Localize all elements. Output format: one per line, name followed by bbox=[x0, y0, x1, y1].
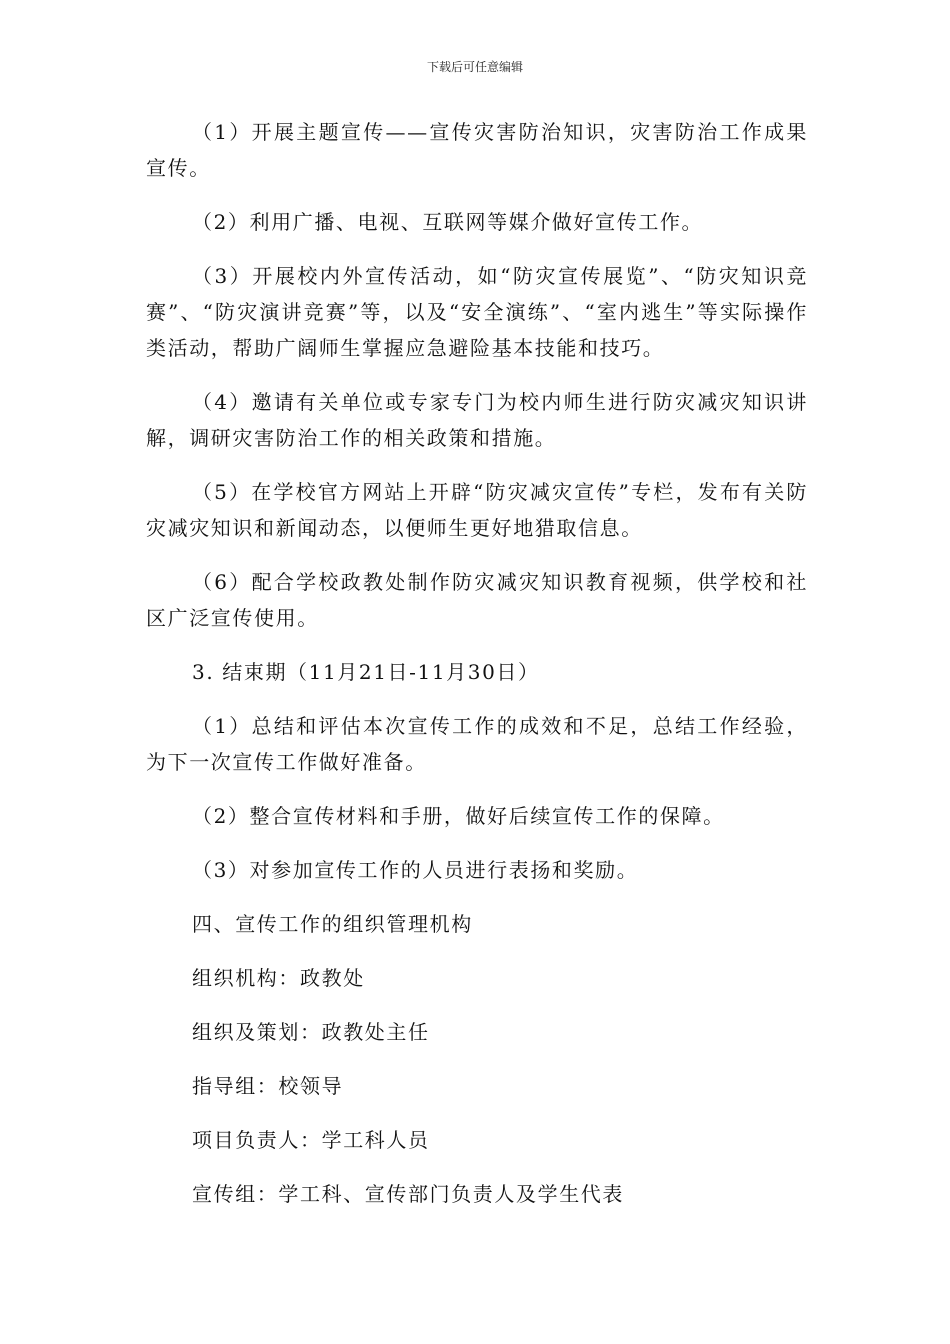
paragraph-item-6: （6）配合学校政教处制作防灾减灾知识教育视频，供学校和社区广泛宣传使用。 bbox=[146, 570, 808, 630]
paragraph-closing-item-1: （1）总结和评估本次宣传工作的成效和不足，总结工作经验，为下一次宣传工作做好准备。 bbox=[146, 714, 808, 774]
paragraph-item-3: （3）开展校内外宣传活动，如“防灾宣传展览”、“防灾知识竞赛”、“防灾演讲竞赛”等，以及“安全演练”、“室内逃生”等实际操作类活动，帮助广阔师生掌握应急避险基本技能和技巧。 bbox=[146, 264, 808, 360]
paragraph-closing-item-3: （3）对参加宣传工作的人员进行表扬和奖励。 bbox=[192, 858, 639, 882]
publicity-group-line: 宣传组：学工科、宣传部门负责人及学生代表 bbox=[192, 1182, 624, 1206]
paragraph-item-2: （2）利用广播、电视、互联网等媒介做好宣传工作。 bbox=[192, 210, 704, 234]
paragraph-item-4: （4）邀请有关单位或专家专门为校内师生进行防灾减灾知识讲解，调研灾害防治工作的相关政策和措施。 bbox=[146, 390, 808, 450]
paragraph-item-5: （5）在学校官方网站上开辟“防灾减灾宣传”专栏，发布有关防灾减灾知识和新闻动态，以便师生更好地猎取信息。 bbox=[146, 480, 808, 540]
org-structure-line: 组织机构：政教处 bbox=[192, 966, 365, 990]
paragraph-closing-item-2: （2）整合宣传材料和手册，做好后续宣传工作的保障。 bbox=[192, 804, 725, 828]
page-header-note: 下载后可任意编辑 bbox=[426, 60, 523, 74]
guidance-group-line: 指导组：校领导 bbox=[192, 1074, 344, 1098]
section-heading-organization: 四、宣传工作的组织管理机构 bbox=[192, 912, 473, 936]
org-planning-line: 组织及策划：政教处主任 bbox=[192, 1020, 430, 1044]
project-lead-line: 项目负责人：学工科人员 bbox=[192, 1128, 430, 1152]
paragraph-item-1: （1）开展主题宣传——宣传灾害防治知识，灾害防治工作成果宣传。 bbox=[146, 120, 808, 180]
section-heading-closing-period: 3. 结束期（11月21日-11月30日） bbox=[192, 660, 540, 684]
document-body bbox=[146, 114, 808, 1230]
